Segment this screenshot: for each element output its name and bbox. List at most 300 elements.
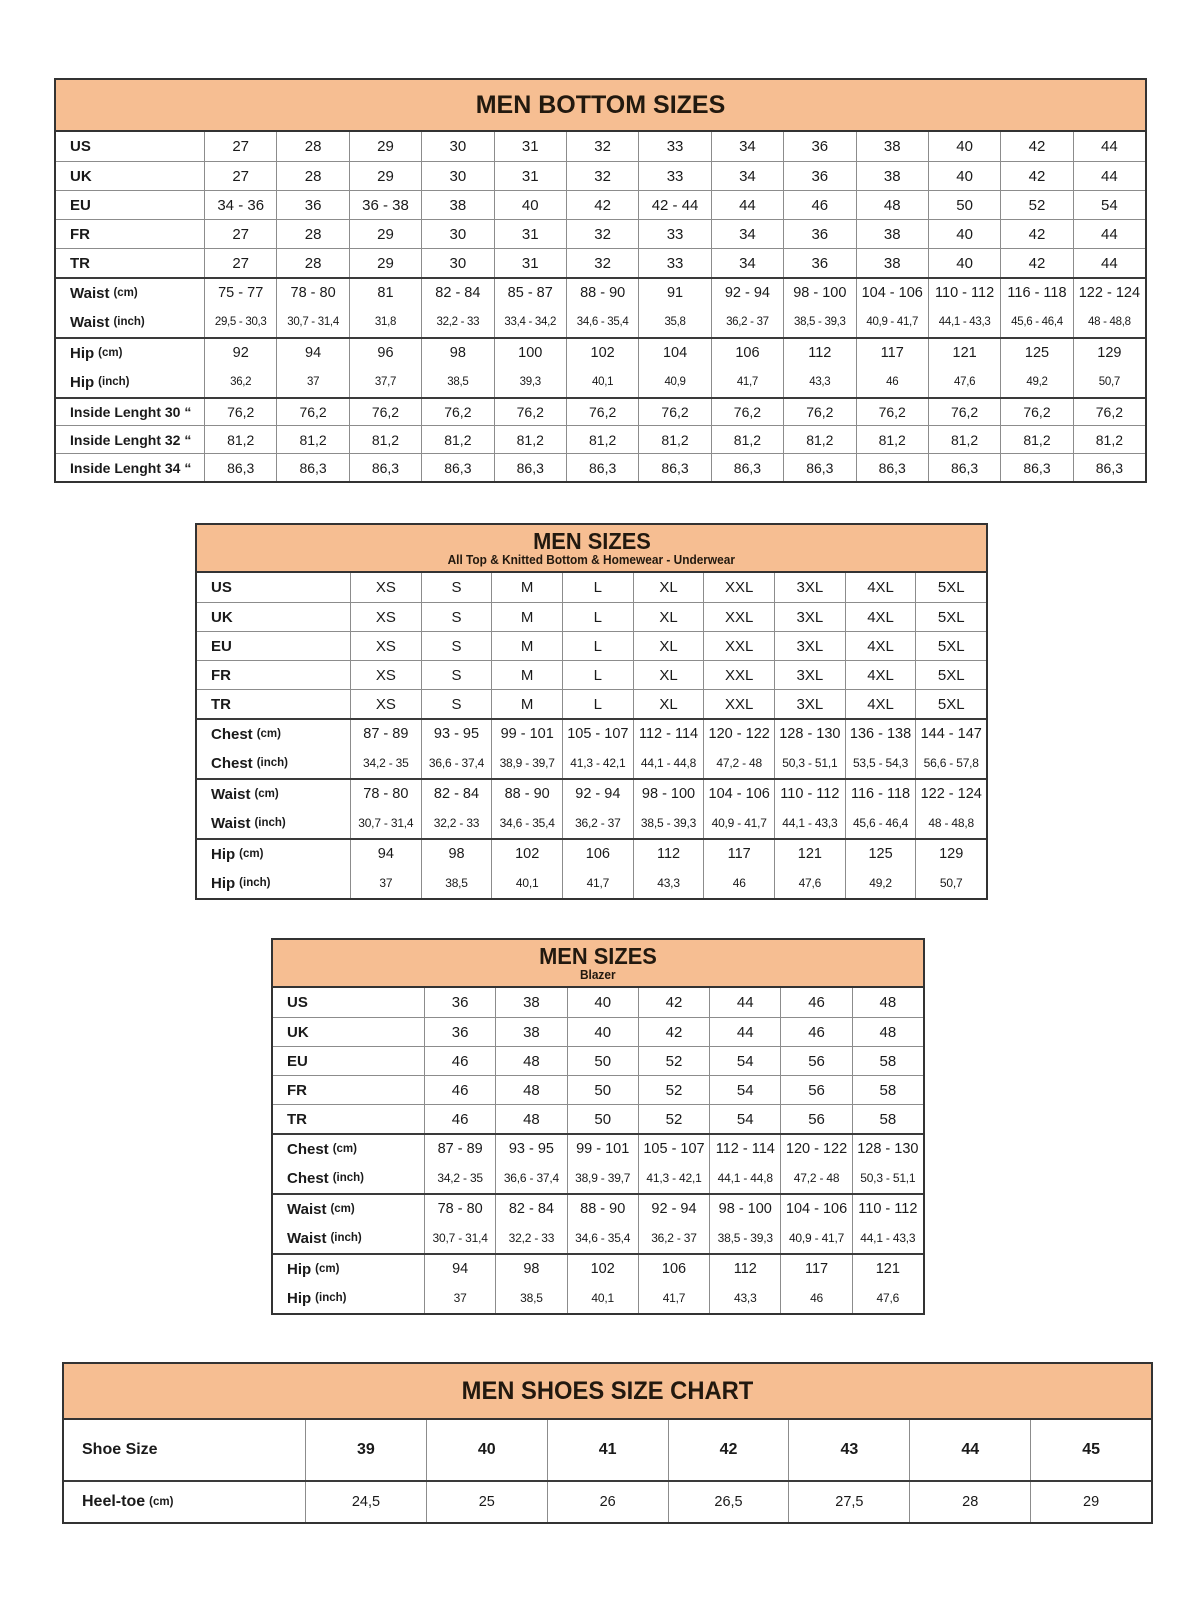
table-cell: 36,2 bbox=[204, 367, 276, 397]
table-row bbox=[56, 453, 1145, 481]
table-cell: 34,6 - 35,4 bbox=[566, 307, 638, 337]
table-cell: 50,3 - 51,1 bbox=[852, 1163, 923, 1193]
table-cell: 30 bbox=[421, 220, 493, 248]
table-cell: 44 bbox=[709, 1018, 780, 1046]
table-cell: 86,3 bbox=[566, 454, 638, 481]
table-cell: 32,2 - 33 bbox=[495, 1223, 566, 1253]
table-cell: 33 bbox=[638, 220, 710, 248]
table-cell: 5XL bbox=[915, 603, 986, 631]
table-cell: 49,2 bbox=[845, 868, 916, 898]
table-cell: 39 bbox=[305, 1420, 426, 1480]
table-cell: 34 bbox=[711, 249, 783, 277]
table-cell: 120 - 122 bbox=[780, 1135, 851, 1163]
table-cell: 128 - 130 bbox=[852, 1135, 923, 1163]
table-row bbox=[273, 1283, 923, 1313]
table-cell: 40,1 bbox=[566, 367, 638, 397]
table-cell: 38 bbox=[421, 191, 493, 219]
table-cell: 110 - 112 bbox=[928, 279, 1000, 307]
table-cell: 32,2 - 33 bbox=[421, 808, 492, 838]
table-cell: 52 bbox=[1000, 191, 1072, 219]
table-cell: 38 bbox=[495, 1018, 566, 1046]
table-cell: 76,2 bbox=[566, 399, 638, 425]
table-title-text: MEN SIZES bbox=[532, 527, 651, 554]
table-cell: 42 bbox=[1000, 162, 1072, 190]
table-cell: 81,2 bbox=[276, 426, 348, 453]
table-cell: 81,2 bbox=[1073, 426, 1145, 453]
table-cell: 28 bbox=[276, 220, 348, 248]
table-cell: 78 - 80 bbox=[350, 780, 421, 808]
table-cell: 144 - 147 bbox=[915, 720, 986, 748]
table-row bbox=[273, 1253, 923, 1283]
table-cell: 41,7 bbox=[711, 367, 783, 397]
table-cell: 112 bbox=[783, 339, 855, 367]
table-cell: 92 bbox=[204, 339, 276, 367]
table-header bbox=[56, 80, 1145, 132]
table-cell: 81,2 bbox=[494, 426, 566, 453]
table-cell: 86,3 bbox=[1073, 454, 1145, 481]
table-cell: 40 bbox=[494, 191, 566, 219]
table-cell: 41,7 bbox=[562, 868, 633, 898]
table-cell: L bbox=[562, 632, 633, 660]
table-cell: 40,1 bbox=[491, 868, 562, 898]
table-cell: S bbox=[421, 632, 492, 660]
row-label: EU bbox=[211, 637, 232, 655]
row-label: Chest (inch) bbox=[287, 1169, 364, 1187]
table-cell: 36 bbox=[424, 988, 495, 1017]
table-cell: 75 - 77 bbox=[204, 279, 276, 307]
men-sizes-tops-table bbox=[195, 523, 988, 900]
table-cell: 29,5 - 30,3 bbox=[204, 307, 276, 337]
table-title bbox=[536, 944, 660, 968]
table-row bbox=[197, 660, 986, 689]
table-cell: 58 bbox=[852, 1076, 923, 1104]
table-cell: 98 bbox=[421, 339, 493, 367]
table-cell: 93 - 95 bbox=[495, 1135, 566, 1163]
table-cell: 36,6 - 37,4 bbox=[421, 748, 492, 778]
table-cell: 40,9 - 41,7 bbox=[703, 808, 774, 838]
table-cell: 47,2 - 48 bbox=[780, 1163, 851, 1193]
table-cell: 38,5 bbox=[421, 367, 493, 397]
table-cell: 42 bbox=[566, 191, 638, 219]
table-cell: 54 bbox=[709, 1105, 780, 1133]
table-cell: 58 bbox=[852, 1047, 923, 1075]
table-cell: 31 bbox=[494, 132, 566, 161]
table-cell: 36 bbox=[783, 220, 855, 248]
table-cell: 24,5 bbox=[305, 1482, 426, 1522]
table-cell: 44 bbox=[909, 1420, 1030, 1480]
table-row bbox=[56, 190, 1145, 219]
row-label: Shoe Size bbox=[82, 1441, 158, 1458]
table-cell: 27 bbox=[204, 220, 276, 248]
table-cell: 34,6 - 35,4 bbox=[491, 808, 562, 838]
table-cell: 48 bbox=[852, 988, 923, 1017]
table-cell: 120 - 122 bbox=[703, 720, 774, 748]
table-cell: 27 bbox=[204, 249, 276, 277]
table-cell: 96 bbox=[349, 339, 421, 367]
table-cell: 121 bbox=[774, 840, 845, 868]
table-cell: 91 bbox=[638, 279, 710, 307]
row-label: Hip (cm) bbox=[211, 845, 264, 863]
table-cell: 48 bbox=[852, 1018, 923, 1046]
table-cell: 81,2 bbox=[856, 426, 928, 453]
table-row bbox=[273, 988, 923, 1017]
table-cell: 44 bbox=[1073, 132, 1145, 161]
row-label: Waist (cm) bbox=[287, 1200, 355, 1218]
table-cell: 78 - 80 bbox=[424, 1195, 495, 1223]
table-cell: 36 bbox=[424, 1018, 495, 1046]
table-cell: 38,9 - 39,7 bbox=[491, 748, 562, 778]
table-cell: 30,7 - 31,4 bbox=[424, 1223, 495, 1253]
table-cell: 86,3 bbox=[711, 454, 783, 481]
table-cell: 76,2 bbox=[1073, 399, 1145, 425]
table-cell: XL bbox=[633, 573, 704, 602]
table-cell: 32 bbox=[566, 249, 638, 277]
table-cell: 5XL bbox=[915, 661, 986, 689]
table-cell: 42 bbox=[668, 1420, 789, 1480]
row-label: UK bbox=[70, 167, 92, 185]
table-row bbox=[56, 307, 1145, 337]
table-cell: L bbox=[562, 573, 633, 602]
row-label: Hip (inch) bbox=[211, 874, 271, 892]
table-cell: 46 bbox=[783, 191, 855, 219]
table-cell: 31,8 bbox=[349, 307, 421, 337]
table-cell: 4XL bbox=[845, 661, 916, 689]
table-cell: 86,3 bbox=[1000, 454, 1072, 481]
table-cell: 86,3 bbox=[783, 454, 855, 481]
table-cell: 38,5 - 39,3 bbox=[709, 1223, 780, 1253]
table-cell: 44,1 - 43,3 bbox=[928, 307, 1000, 337]
table-cell: 122 - 124 bbox=[1073, 279, 1145, 307]
table-cell: XXL bbox=[703, 661, 774, 689]
table-cell: 76,2 bbox=[1000, 399, 1072, 425]
table-cell: 86,3 bbox=[276, 454, 348, 481]
table-cell: 44 bbox=[711, 191, 783, 219]
table-cell: 129 bbox=[1073, 339, 1145, 367]
table-cell: 93 - 95 bbox=[421, 720, 492, 748]
table-cell: 85 - 87 bbox=[494, 279, 566, 307]
table-cell: 37,7 bbox=[349, 367, 421, 397]
table-cell: 28 bbox=[276, 249, 348, 277]
table-row bbox=[56, 277, 1145, 307]
table-cell: 86,3 bbox=[494, 454, 566, 481]
table-row bbox=[273, 1104, 923, 1133]
table-row bbox=[197, 573, 986, 602]
row-label: US bbox=[287, 994, 308, 1011]
table-cell: 54 bbox=[709, 1047, 780, 1075]
table-cell: 81,2 bbox=[638, 426, 710, 453]
table-cell: 92 - 94 bbox=[711, 279, 783, 307]
table-cell: XS bbox=[350, 603, 421, 631]
row-label: Waist (cm) bbox=[70, 284, 138, 302]
table-cell: 34,2 - 35 bbox=[424, 1163, 495, 1193]
row-label: US bbox=[211, 579, 232, 596]
table-cell: 40,9 bbox=[638, 367, 710, 397]
row-label: Chest (cm) bbox=[211, 725, 281, 743]
men-bottom-sizes-table bbox=[54, 78, 1147, 483]
table-cell: 4XL bbox=[845, 573, 916, 602]
table-cell: 44,1 - 43,3 bbox=[852, 1223, 923, 1253]
table-cell: 26,5 bbox=[668, 1482, 789, 1522]
table-cell: 87 - 89 bbox=[350, 720, 421, 748]
table-subtitle bbox=[579, 968, 617, 982]
row-label: TR bbox=[211, 695, 231, 713]
table-cell: 29 bbox=[1030, 1482, 1151, 1522]
table-cell: 122 - 124 bbox=[915, 780, 986, 808]
table-cell: 46 bbox=[424, 1047, 495, 1075]
table-cell: 46 bbox=[703, 868, 774, 898]
table-cell: 40 bbox=[567, 988, 638, 1017]
table-cell: 49,2 bbox=[1000, 367, 1072, 397]
table-cell: 76,2 bbox=[856, 399, 928, 425]
table-cell: 52 bbox=[638, 1105, 709, 1133]
table-row bbox=[56, 248, 1145, 277]
table-cell: XS bbox=[350, 573, 421, 602]
row-label: TR bbox=[287, 1110, 307, 1128]
table-cell: 30,7 - 31,4 bbox=[350, 808, 421, 838]
table-cell: 38 bbox=[495, 988, 566, 1017]
table-cell: 56,6 - 57,8 bbox=[915, 748, 986, 778]
table-cell: 76,2 bbox=[783, 399, 855, 425]
table-row bbox=[64, 1420, 1151, 1480]
table-cell: 34,6 - 35,4 bbox=[567, 1223, 638, 1253]
table-cell: 31 bbox=[494, 162, 566, 190]
table-cell: L bbox=[562, 603, 633, 631]
table-cell: XS bbox=[350, 661, 421, 689]
table-cell: 76,2 bbox=[711, 399, 783, 425]
table-cell: 44 bbox=[1073, 162, 1145, 190]
table-cell: 81,2 bbox=[1000, 426, 1072, 453]
table-cell: 40 bbox=[426, 1420, 547, 1480]
table-cell: 38,5 - 39,3 bbox=[783, 307, 855, 337]
table-cell: 50,7 bbox=[1073, 367, 1145, 397]
table-cell: 42 bbox=[1000, 220, 1072, 248]
table-title bbox=[530, 529, 654, 553]
table-cell: 29 bbox=[349, 220, 421, 248]
table-row bbox=[56, 397, 1145, 425]
table-cell: 41,7 bbox=[638, 1283, 709, 1313]
table-row bbox=[197, 808, 986, 838]
table-cell: 29 bbox=[349, 249, 421, 277]
table-cell: 42 bbox=[1000, 249, 1072, 277]
table-cell: 30 bbox=[421, 132, 493, 161]
table-cell: 76,2 bbox=[204, 399, 276, 425]
table-row bbox=[56, 337, 1145, 367]
table-cell: 46 bbox=[424, 1105, 495, 1133]
table-cell: 76,2 bbox=[494, 399, 566, 425]
table-cell: 42 bbox=[638, 1018, 709, 1046]
table-cell: 43,3 bbox=[633, 868, 704, 898]
row-label: Hip (cm) bbox=[70, 344, 123, 362]
table-cell: 32 bbox=[566, 162, 638, 190]
table-cell: 50 bbox=[567, 1105, 638, 1133]
table-cell: 45,6 - 46,4 bbox=[845, 808, 916, 838]
table-cell: 39,3 bbox=[494, 367, 566, 397]
row-label: Chest (cm) bbox=[287, 1140, 357, 1158]
table-cell: 48 - 48,8 bbox=[1073, 307, 1145, 337]
table-row bbox=[197, 778, 986, 808]
table-cell: XXL bbox=[703, 603, 774, 631]
table-row bbox=[56, 132, 1145, 161]
table-cell: 36,2 - 37 bbox=[711, 307, 783, 337]
table-cell: 43,3 bbox=[783, 367, 855, 397]
table-cell: 81,2 bbox=[783, 426, 855, 453]
table-cell: 36,6 - 37,4 bbox=[495, 1163, 566, 1193]
table-cell: XL bbox=[633, 661, 704, 689]
table-subtitle-text: All Top & Knitted Bottom & Homewear - Underwear bbox=[447, 552, 736, 567]
table-cell: 40 bbox=[928, 132, 1000, 161]
table-cell: 94 bbox=[424, 1255, 495, 1283]
table-cell: 32 bbox=[566, 220, 638, 248]
table-title-text: MEN SHOES SIZE CHART bbox=[461, 1376, 754, 1405]
table-cell: 56 bbox=[780, 1076, 851, 1104]
table-cell: 106 bbox=[562, 840, 633, 868]
table-cell: 136 - 138 bbox=[845, 720, 916, 748]
row-label: Inside Lenght 32 “ bbox=[70, 431, 192, 448]
table-cell: S bbox=[421, 603, 492, 631]
table-cell: 102 bbox=[566, 339, 638, 367]
table-cell: 81 bbox=[349, 279, 421, 307]
table-cell: 105 - 107 bbox=[638, 1135, 709, 1163]
table-cell: XL bbox=[633, 690, 704, 718]
men-sizes-blazer-table bbox=[271, 938, 925, 1315]
table-header bbox=[273, 940, 923, 988]
table-cell: 53,5 - 54,3 bbox=[845, 748, 916, 778]
row-label: Chest (inch) bbox=[211, 754, 288, 772]
table-cell: 5XL bbox=[915, 690, 986, 718]
table-cell: 44,1 - 44,8 bbox=[709, 1163, 780, 1193]
table-cell: 29 bbox=[349, 132, 421, 161]
row-label: UK bbox=[211, 608, 233, 626]
table-cell: L bbox=[562, 661, 633, 689]
table-cell: 44 bbox=[1073, 249, 1145, 277]
row-label: Hip (inch) bbox=[70, 373, 130, 391]
table-cell: 33 bbox=[638, 132, 710, 161]
table-cell: 40,1 bbox=[567, 1283, 638, 1313]
table-cell: 112 - 114 bbox=[633, 720, 704, 748]
table-cell: 35,8 bbox=[638, 307, 710, 337]
table-row bbox=[64, 1480, 1151, 1522]
table-cell: 110 - 112 bbox=[852, 1195, 923, 1223]
table-cell: 36 bbox=[783, 249, 855, 277]
table-cell: 30,7 - 31,4 bbox=[276, 307, 348, 337]
table-cell: 3XL bbox=[774, 573, 845, 602]
table-cell: 86,3 bbox=[638, 454, 710, 481]
table-row bbox=[197, 689, 986, 718]
table-cell: 121 bbox=[852, 1255, 923, 1283]
table-cell: 43,3 bbox=[709, 1283, 780, 1313]
table-cell: S bbox=[421, 661, 492, 689]
table-row bbox=[197, 602, 986, 631]
table-cell: 121 bbox=[928, 339, 1000, 367]
table-cell: 104 bbox=[638, 339, 710, 367]
table-cell: 102 bbox=[567, 1255, 638, 1283]
table-cell: 81,2 bbox=[711, 426, 783, 453]
table-cell: 81,2 bbox=[349, 426, 421, 453]
table-cell: 81,2 bbox=[421, 426, 493, 453]
table-cell: M bbox=[491, 690, 562, 718]
table-cell: 76,2 bbox=[276, 399, 348, 425]
table-cell: 46 bbox=[780, 988, 851, 1017]
table-cell: 129 bbox=[915, 840, 986, 868]
table-cell: S bbox=[421, 690, 492, 718]
table-cell: 28 bbox=[276, 162, 348, 190]
table-cell: 47,6 bbox=[852, 1283, 923, 1313]
table-cell: 116 - 118 bbox=[1000, 279, 1072, 307]
table-cell: 42 bbox=[1000, 132, 1072, 161]
table-cell: 44,1 - 44,8 bbox=[633, 748, 704, 778]
table-cell: 36 bbox=[783, 132, 855, 161]
table-cell: 5XL bbox=[915, 573, 986, 602]
table-cell: 25 bbox=[426, 1482, 547, 1522]
men-shoes-size-chart-table bbox=[62, 1362, 1153, 1524]
table-row bbox=[56, 367, 1145, 397]
table-title: MEN BOTTOM SIZES bbox=[475, 90, 726, 119]
table-cell: L bbox=[562, 690, 633, 718]
row-label: Hip (cm) bbox=[287, 1260, 340, 1278]
row-label: Inside Lenght 34 “ bbox=[70, 459, 192, 476]
table-cell: 27 bbox=[204, 132, 276, 161]
table-cell: 26 bbox=[547, 1482, 668, 1522]
row-label: FR bbox=[211, 666, 231, 684]
row-label: TR bbox=[70, 254, 90, 272]
table-cell: 31 bbox=[494, 249, 566, 277]
table-row bbox=[56, 161, 1145, 190]
table-title-text: MEN SIZES bbox=[539, 942, 657, 969]
table-cell: 117 bbox=[856, 339, 928, 367]
table-cell: M bbox=[491, 632, 562, 660]
table-cell: 48 bbox=[495, 1105, 566, 1133]
table-cell: 40,9 - 41,7 bbox=[856, 307, 928, 337]
row-label: Heel-toe (cm) bbox=[82, 1493, 174, 1510]
table-cell: 28 bbox=[909, 1482, 1030, 1522]
table-subtitle bbox=[440, 553, 743, 567]
table-cell: 38 bbox=[856, 132, 928, 161]
table-cell: M bbox=[491, 661, 562, 689]
table-cell: 36,2 - 37 bbox=[562, 808, 633, 838]
row-label: Waist (inch) bbox=[211, 814, 286, 832]
table-cell: 27 bbox=[204, 162, 276, 190]
table-cell: 98 - 100 bbox=[709, 1195, 780, 1223]
table-cell: 38,5 bbox=[495, 1283, 566, 1313]
table-cell: 44 bbox=[709, 988, 780, 1017]
table-cell: 104 - 106 bbox=[780, 1195, 851, 1223]
table-cell: 81,2 bbox=[566, 426, 638, 453]
table-cell: 76,2 bbox=[928, 399, 1000, 425]
table-cell: 50 bbox=[567, 1047, 638, 1075]
table-cell: 88 - 90 bbox=[567, 1195, 638, 1223]
row-label: Inside Lenght 30 “ bbox=[70, 404, 192, 420]
table-cell: 98 - 100 bbox=[783, 279, 855, 307]
table-cell: 98 bbox=[421, 840, 492, 868]
table-cell: 32 bbox=[566, 132, 638, 161]
table-cell: 34 - 36 bbox=[204, 191, 276, 219]
table-body bbox=[273, 988, 923, 1313]
table-cell: 56 bbox=[780, 1047, 851, 1075]
table-cell: 47,6 bbox=[774, 868, 845, 898]
table-cell: 38,5 bbox=[421, 868, 492, 898]
table-cell: 37 bbox=[276, 367, 348, 397]
table-cell: 5XL bbox=[915, 632, 986, 660]
table-cell: 34 bbox=[711, 162, 783, 190]
table-cell: 58 bbox=[852, 1105, 923, 1133]
table-cell: 4XL bbox=[845, 632, 916, 660]
table-cell: 125 bbox=[845, 840, 916, 868]
table-row bbox=[197, 838, 986, 868]
table-row bbox=[56, 219, 1145, 248]
row-label: Waist (cm) bbox=[211, 785, 279, 803]
table-row bbox=[273, 1075, 923, 1104]
table-cell: 99 - 101 bbox=[567, 1135, 638, 1163]
